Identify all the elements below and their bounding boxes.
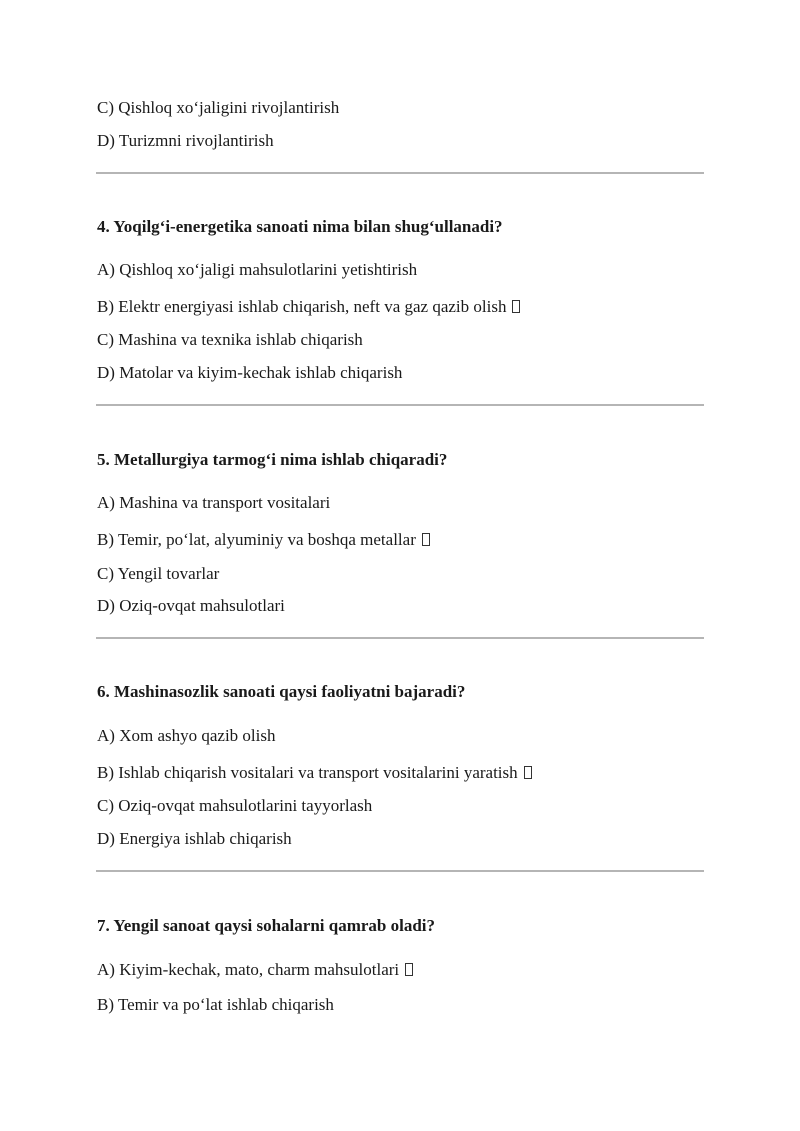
question-7-option-a — [97, 960, 413, 980]
question-5-option-c: C) Yengil tovarlar — [97, 564, 220, 583]
option-text: B) Ishlab chiqarish vositalari va transport vositalarini yaratish — [97, 763, 518, 782]
option-text: B) Elektr energiyasi ishlab chiqarish, neft va gaz qazib olish — [97, 297, 507, 316]
question-4-title: 4. Yoqilg‘i-energetika sanoati nima bilan shug‘ullanadi? — [97, 217, 503, 236]
answer-mark-icon — [422, 533, 430, 546]
question-7-option-b: B) Temir va po‘lat ishlab chiqarish — [97, 995, 334, 1014]
option-text: B) Temir, po‘lat, alyuminiy va boshqa metallar — [97, 530, 416, 549]
answer-mark-icon — [405, 963, 413, 976]
divider — [96, 172, 704, 174]
question-5-option-b — [97, 530, 430, 550]
option-d: D) Turizmni rivojlantirish — [97, 131, 274, 150]
divider — [96, 637, 704, 639]
question-6-title: 6. Mashinasozlik sanoati qaysi faoliyatni bajaradi? — [97, 682, 466, 701]
question-4-option-d: D) Matolar va kiyim-kechak ishlab chiqarish — [97, 363, 403, 382]
option-text: A) Kiyim-kechak, mato, charm mahsulotlari — [97, 960, 400, 979]
question-5-option-d: D) Oziq-ovqat mahsulotlari — [97, 596, 285, 615]
question-6-option-c: C) Oziq-ovqat mahsulotlarini tayyorlash — [97, 796, 373, 815]
question-5-option-a: A) Mashina va transport vositalari — [97, 493, 331, 512]
question-4-option-b — [97, 297, 520, 317]
question-5-title: 5. Metallurgiya tarmog‘i nima ishlab chiqaradi? — [97, 450, 448, 469]
answer-mark-icon — [524, 766, 532, 779]
question-6-option-a: A) Xom ashyo qazib olish — [97, 726, 276, 745]
question-4-option-a: A) Qishloq xo‘jaligi mahsulotlarini yetishtirish — [97, 260, 418, 279]
question-7-title: 7. Yengil sanoat qaysi sohalarni qamrab oladi? — [97, 916, 436, 935]
option-c: C) Qishloq xo‘jaligini rivojlantirish — [97, 98, 340, 117]
question-4-option-c: C) Mashina va texnika ishlab chiqarish — [97, 330, 363, 349]
answer-mark-icon — [512, 300, 520, 313]
question-6-option-b — [97, 763, 532, 783]
divider — [96, 404, 704, 406]
divider — [96, 870, 704, 872]
question-6-option-d: D) Energiya ishlab chiqarish — [97, 829, 292, 848]
